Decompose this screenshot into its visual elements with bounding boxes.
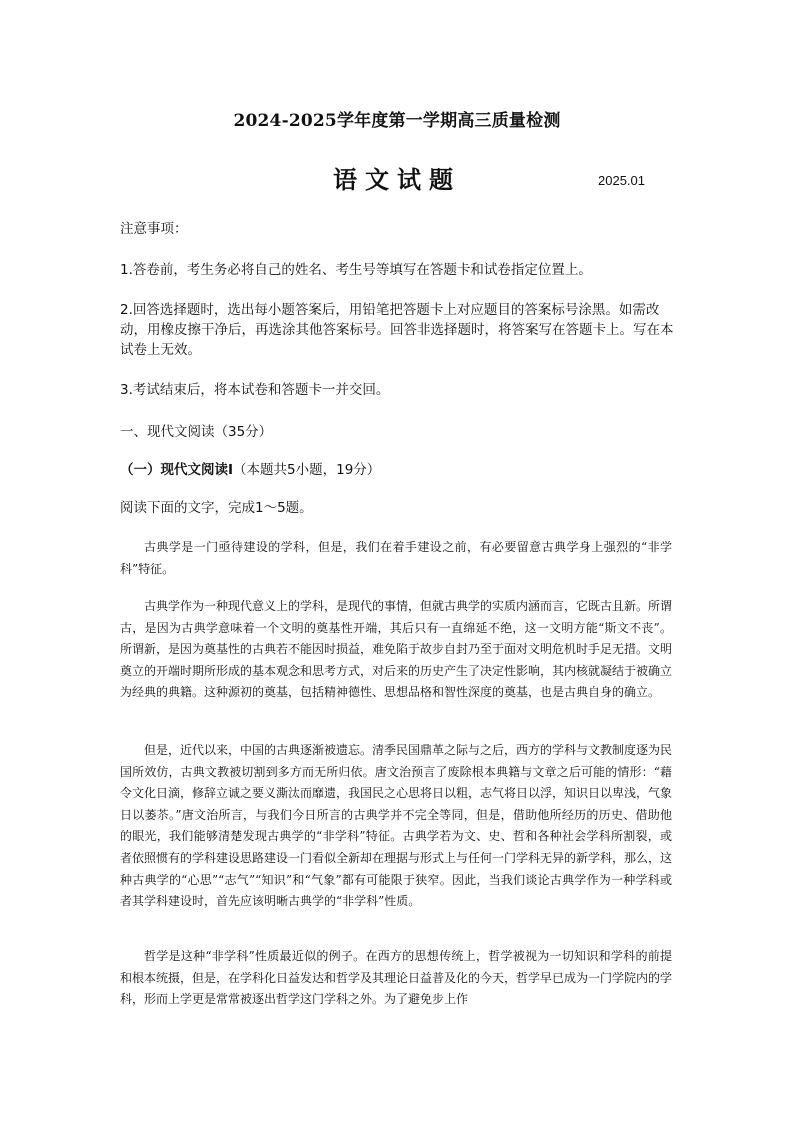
notice-item-2: 2.回答选择题时，选出每小题答案后，用铅笔把答题卡上对应题目的答案标号涂黑。如需改动，用橡皮擦干净后，再选涂其他答案标号。回答非选择题时，将答案写在答题卡上。写在本试卷上无效。	[120, 302, 674, 358]
exam-title: 2024-2025学年度第一学期高三质量检测	[233, 111, 561, 131]
passage-paragraph-1: 古典学是一门亟待建设的学科，但是，我们在着手建设之前，有必要留意古典学身上强烈的“非学科”特征。	[120, 540, 672, 576]
passage-paragraph-4: 哲学是这种“非学科”性质最近似的例子。在西方的思想传统上，哲学被视为一切知识和学科的前提和根本统摄，但是，在学科化日益发达和哲学及其理论日益普及化的今天，哲学早已成为一门学院内的学科，形而上学更是常常被逐出哲学这门学科之外。为了避免步上作	[120, 949, 673, 1007]
subject-title: 语文试题	[333, 165, 461, 194]
section-title: 一、现代文阅读（35分）	[120, 424, 273, 440]
notice-item-3: 3.考试结束后，将本试卷和答题卡一并交回。	[120, 382, 390, 398]
notice-item-1: 1.答卷前，考生务必将自己的姓名、考生号等填写在答题卡和试卷指定位置上。	[120, 262, 592, 278]
subsection-label: （一）现代文阅读Ⅰ	[120, 462, 234, 478]
notice-heading: 注意事项：	[120, 221, 188, 237]
exam-date: 2025.01	[598, 173, 645, 188]
subsection-info: （本题共5小题，19分）	[233, 462, 381, 478]
subsection-title	[120, 458, 380, 478]
reading-instruction: 阅读下面的文字，完成1～5题。	[120, 500, 313, 516]
passage-paragraph-2: 古典学作为一种现代意义上的学科，是现代的事情，但就古典学的实质内涵而言，它既古且新。所谓古，是因为古典学意味着一个文明的奠基性开端，其后只有一直绵延不绝，这一文明方能“斯文不丧”。所谓新，是因为奠基性的古典若不能因时损益，难免陷于故步自封乃至于面对文明危机时手足无措。文明奠立的开端时期所形成的基本观念和思考方式，对后来的历史产生了决定性影响，其内核就凝结于被确立为经典的典籍。这种源初的奠基，包括精神德性、思想品格和智性深度的奠基，也是古典自身的确立。	[120, 599, 673, 700]
passage-paragraph-3: 但是，近代以来，中国的古典逐渐被遗忘。清季民国鼎革之际与之后，西方的学科与文教制度逐为民国所效仿，古典文教被切割到多方而无所归依。唐文治预言了废除根本典籍与文章之后可能的情形：“藉令文化日滴，修辞立诚之要义澌汰而靡遗，我国民之心思将日以粗，志气将日以浮，知识日以卑浅，气象日以萎苶。”唐文治所言，与我们今日所言的古典学并不完全等同，但是，借助他所经历的历史、借助他的眼光，我们能够清楚发现古典学的“非学科”特征。古典学若为文、史、哲和各种社会学科所割裂，或者依照惯有的学科建设思路建设一门看似全新却在理据与形式上与任何一门学科无异的新学科，那么，这种古典学的“心思”“志气”“知识”和“气象”都有可能限于狭窄。因此，当我们谈论古典学作为一种学科或者其学科建设时，首先应该明晰古典学的“非学科”性质。	[120, 743, 673, 909]
